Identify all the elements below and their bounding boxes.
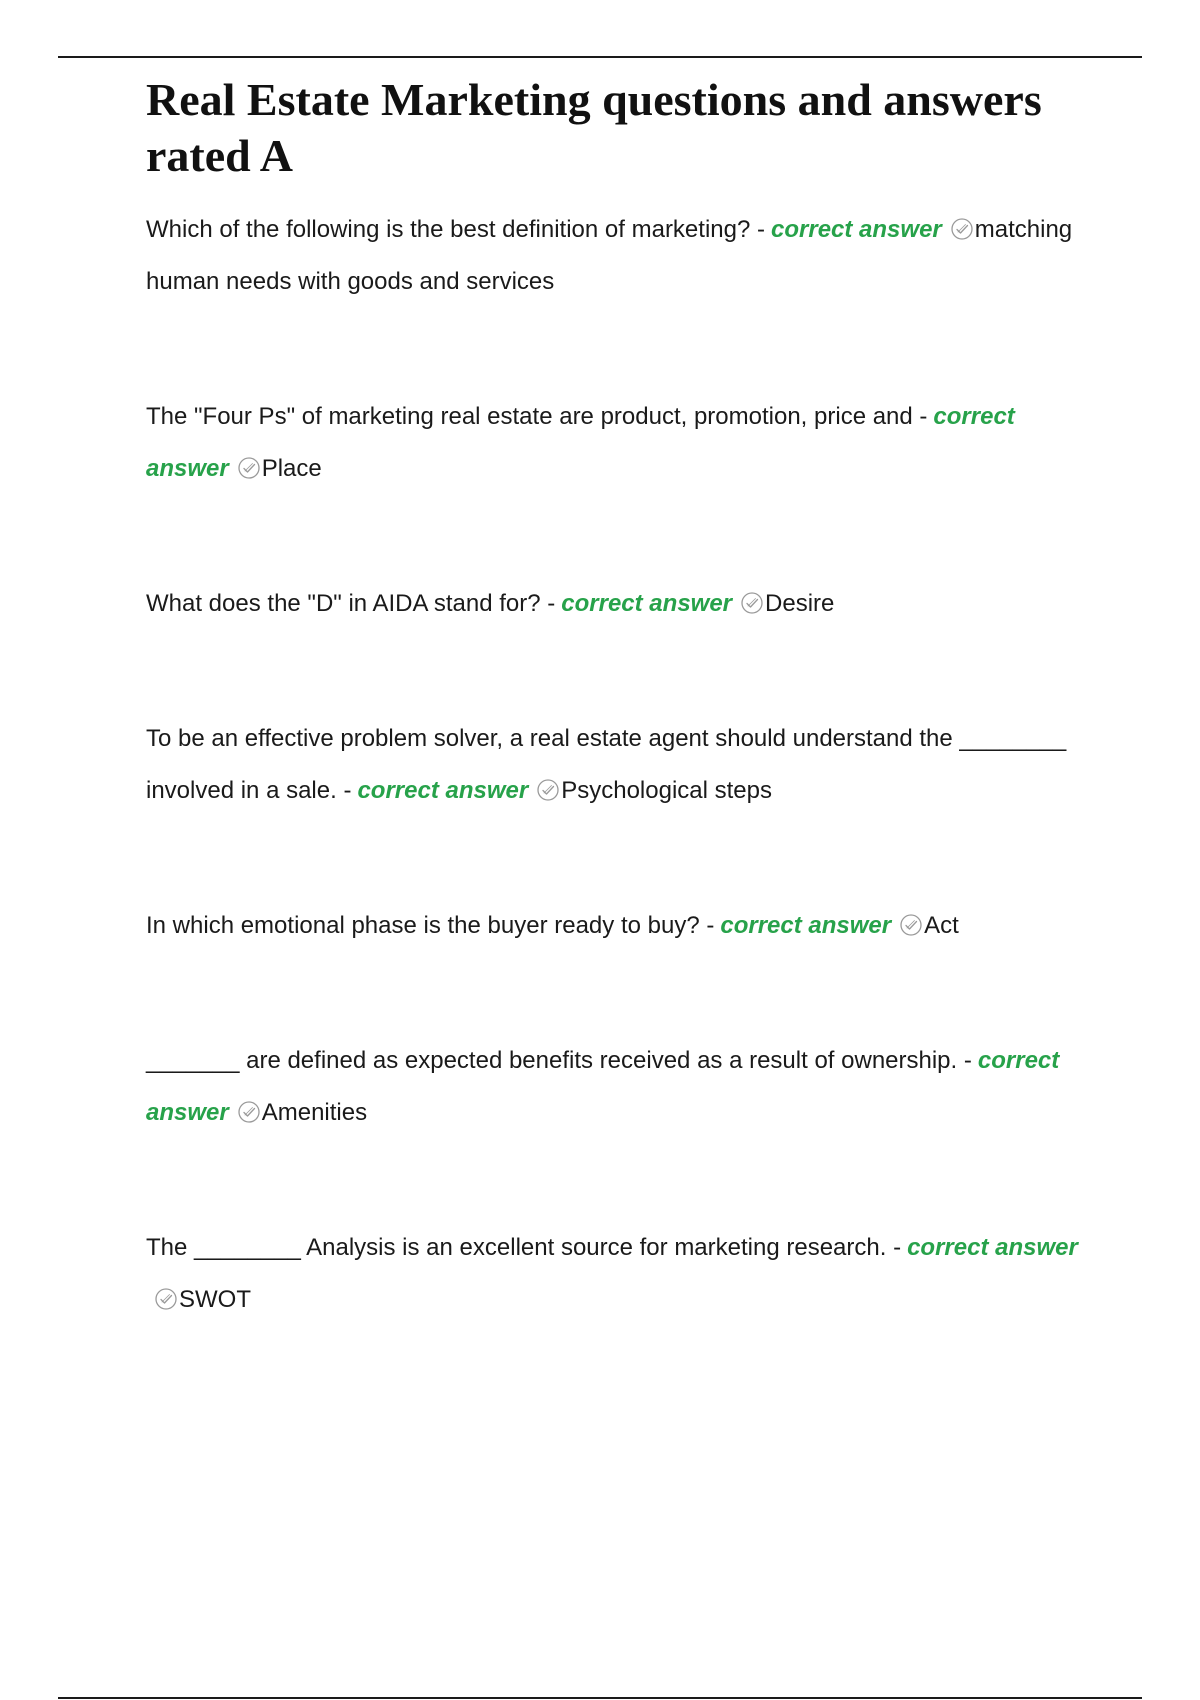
qa-item <box>146 204 1096 308</box>
correct-answer-label: correct answer <box>561 590 733 617</box>
top-rule <box>58 56 1142 58</box>
answer-text: Desire <box>765 590 835 617</box>
correct-answer-label: correct answer <box>146 1047 1060 1126</box>
document-body <box>146 72 1096 1326</box>
qa-list <box>146 204 1096 1326</box>
qa-item <box>146 900 1096 952</box>
check-circle-icon <box>536 778 560 802</box>
check-circle-icon <box>154 1287 178 1311</box>
check-circle-icon <box>740 591 764 615</box>
check-circle-icon <box>237 456 261 480</box>
answer-text: matching human needs with goods and services <box>146 216 1073 295</box>
qa-item <box>146 713 1096 817</box>
separator: - <box>893 1234 902 1261</box>
question-text: Which of the following is the best definition of marketing? <box>146 216 751 243</box>
question-text: The "Four Ps" of marketing real estate are product, promotion, price and <box>146 403 913 430</box>
document-title: Real Estate Marketing questions and answers rated A <box>146 74 1042 181</box>
question-text: The ________ Analysis is an excellent source for marketing research. <box>146 1234 887 1261</box>
qa-item <box>146 1222 1096 1326</box>
check-circle-icon <box>950 217 974 241</box>
check-circle-icon <box>899 913 923 937</box>
answer-text: Place <box>261 455 322 482</box>
separator: - <box>343 777 352 804</box>
question-text: To be an effective problem solver, a real estate agent should understand the ________ involved in a sale. <box>146 725 1067 804</box>
correct-answer-label: correct answer <box>720 912 892 939</box>
separator: - <box>919 403 928 430</box>
question-text: _______ are defined as expected benefits received as a result of ownership. <box>146 1047 958 1074</box>
answer-text: Amenities <box>261 1099 368 1126</box>
answer-text: Act <box>924 912 959 939</box>
qa-item <box>146 578 1096 630</box>
answer-text: SWOT <box>179 1286 251 1313</box>
question-text: What does the "D" in AIDA stand for? <box>146 590 541 617</box>
correct-answer-label: correct answer <box>146 403 1015 482</box>
check-circle-icon <box>237 1100 261 1124</box>
bottom-rule <box>58 1697 1142 1699</box>
correct-answer-label: correct answer <box>907 1234 1078 1261</box>
correct-answer-label: correct answer <box>357 777 529 804</box>
separator: - <box>963 1047 972 1074</box>
question-text: In which emotional phase is the buyer ready to buy? <box>146 912 700 939</box>
separator: - <box>547 590 556 617</box>
correct-answer-label: correct answer <box>771 216 942 243</box>
separator: - <box>706 912 715 939</box>
answer-text: Psychological steps <box>561 777 772 804</box>
separator: - <box>757 216 765 243</box>
qa-item <box>146 1035 1096 1139</box>
qa-item <box>146 391 1096 495</box>
